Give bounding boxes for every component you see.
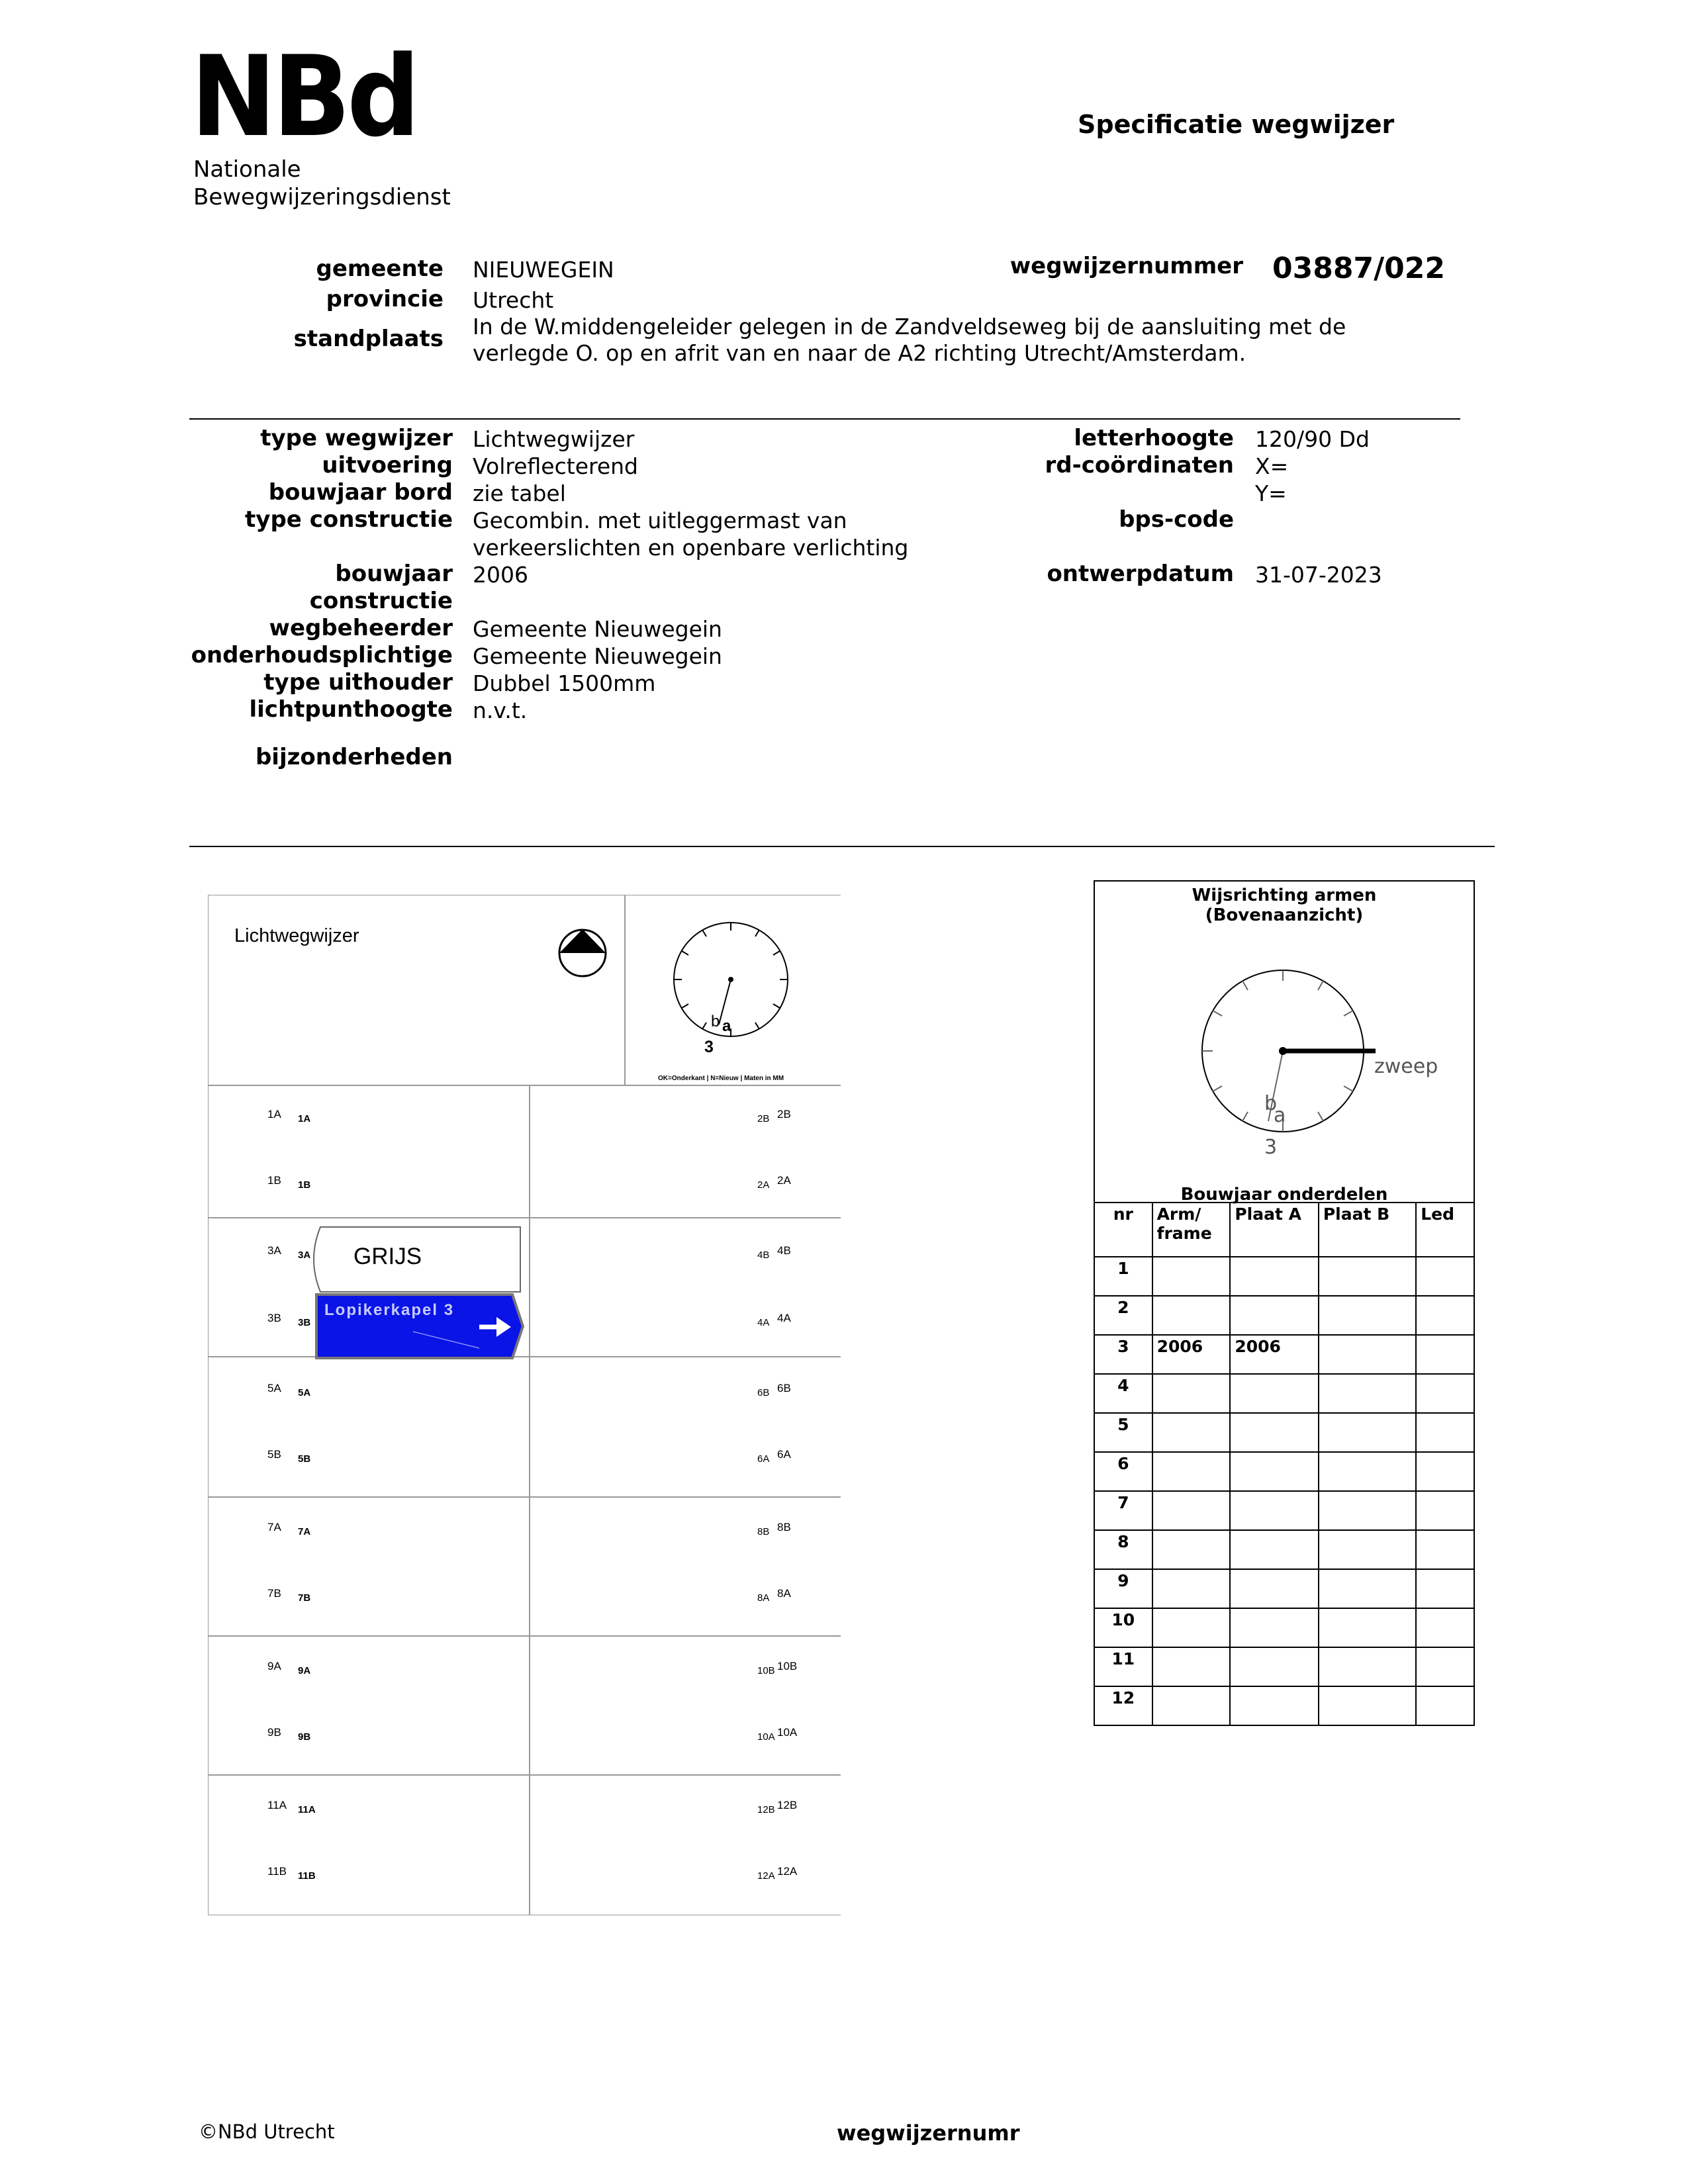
arms-a: a: [1274, 1104, 1286, 1127]
table-cell: 12: [1094, 1686, 1152, 1725]
table-cell: [1319, 1335, 1416, 1374]
table-row: [1094, 1452, 1474, 1491]
table-cell: [1416, 1296, 1474, 1335]
logo-line-2: Bewegwijzeringsdienst: [193, 184, 451, 210]
spec-left-label: constructie: [309, 588, 453, 614]
arms-title-line-1: Wijsrichting armen: [1192, 886, 1377, 905]
table-cell: [1230, 1608, 1319, 1647]
bouwjaar-header-cell: nr: [1094, 1203, 1152, 1257]
table-cell: [1416, 1374, 1474, 1413]
position-label-right: 2B: [777, 1108, 791, 1120]
table-cell: [1319, 1569, 1416, 1608]
sign-grey-text: GRIJS: [353, 1244, 422, 1269]
arms-title-line-2: (Bovenaanzicht): [1205, 905, 1364, 925]
table-cell: [1416, 1452, 1474, 1491]
table-cell: 1: [1094, 1257, 1152, 1296]
spec-left-value: Gemeente Nieuwegein: [473, 643, 722, 669]
position-label-left: 9A: [267, 1660, 281, 1672]
arms-3: 3: [1264, 1136, 1278, 1159]
spec-right-label: rd-coördinaten: [1045, 452, 1234, 478]
table-cell: [1416, 1608, 1474, 1647]
spec-left-label: bouwjaar: [335, 561, 453, 587]
divider-top: [189, 418, 1460, 420]
table-cell: [1230, 1491, 1319, 1530]
position-label-left-small: 5A: [298, 1387, 311, 1398]
position-label-right-small: 4B: [757, 1250, 770, 1261]
table-cell: [1152, 1374, 1231, 1413]
position-label-right-small: 6B: [757, 1387, 770, 1398]
divider-bottom: [189, 846, 1495, 847]
spec-right-label: letterhoogte: [1074, 425, 1234, 451]
table-cell: [1152, 1296, 1231, 1335]
spec-left-label: type uithouder: [263, 669, 453, 696]
bouwjaar-header-cell: Arm/ frame: [1152, 1203, 1231, 1257]
position-label-left-small: 11B: [298, 1870, 316, 1882]
table-cell: 7: [1094, 1491, 1152, 1530]
spec-left-value: Gecombin. met uitleggermast van: [473, 508, 847, 533]
position-label-right: 8B: [777, 1521, 791, 1533]
table-cell: [1152, 1452, 1231, 1491]
table-cell: [1319, 1647, 1416, 1686]
drawing-legend: OK=Onderkant | N=Nieuw | Maten in MM: [658, 1075, 784, 1082]
table-cell: 5: [1094, 1413, 1152, 1452]
table-cell: 9: [1094, 1569, 1152, 1608]
table-row: [1094, 1647, 1474, 1686]
spec-right-label: ontwerpdatum: [1047, 561, 1234, 587]
spec-left-value: zie tabel: [473, 480, 566, 506]
table-cell: [1152, 1413, 1231, 1452]
table-row: [1094, 1257, 1474, 1296]
arms-b: b: [1264, 1092, 1278, 1115]
table-cell: [1319, 1296, 1416, 1335]
spec-left-label: type constructie: [245, 506, 453, 533]
table-cell: [1230, 1452, 1319, 1491]
position-label-right: 4A: [777, 1312, 791, 1324]
position-label-right-small: 8A: [757, 1592, 770, 1604]
spec-left-label: bouwjaar bord: [268, 479, 453, 506]
table-row: [1094, 1296, 1474, 1335]
gemeente-label: gemeente: [316, 255, 444, 282]
bouwjaar-title: Bouwjaar onderdelen: [1180, 1185, 1388, 1205]
nbd-logo: NBd: [191, 32, 417, 161]
table-cell: [1416, 1257, 1474, 1296]
table-cell: [1416, 1335, 1474, 1374]
spec-left-value: 2006: [473, 562, 528, 588]
position-label-left: 5B: [267, 1448, 281, 1461]
spec-left-value: Gemeente Nieuwegein: [473, 616, 722, 642]
provincie-label: provincie: [326, 286, 444, 312]
table-row: [1094, 1491, 1474, 1530]
table-row: [1094, 1335, 1474, 1374]
position-label-left-small: 7B: [298, 1592, 311, 1604]
small-clock-b: b: [711, 1013, 720, 1030]
position-label-left-small: 3B: [298, 1317, 311, 1328]
position-label-right-small: 4A: [757, 1317, 770, 1328]
position-label-right: 2A: [777, 1174, 791, 1187]
bouwjaar-header-row: [1094, 1203, 1474, 1257]
table-cell: 4: [1094, 1374, 1152, 1413]
spec-left-value: n.v.t.: [473, 698, 528, 723]
position-label-left: 11A: [267, 1799, 287, 1811]
position-label-right-small: 10B: [757, 1665, 775, 1676]
position-label-right-small: 2A: [757, 1179, 770, 1191]
table-cell: [1230, 1413, 1319, 1452]
position-label-left: 1A: [267, 1108, 281, 1120]
position-label-right-small: 12B: [757, 1804, 775, 1815]
position-label-left-small: 1B: [298, 1179, 311, 1191]
table-cell: 2: [1094, 1296, 1152, 1335]
bouwjaar-header-cell: Led: [1416, 1203, 1474, 1257]
position-label-right: 8A: [777, 1587, 791, 1600]
position-label-right: 12B: [777, 1799, 798, 1811]
table-row: [1094, 1530, 1474, 1569]
table-cell: [1319, 1413, 1416, 1452]
position-label-right-small: 10A: [757, 1731, 775, 1743]
logo-line-1: Nationale: [193, 156, 301, 183]
table-row: [1094, 1413, 1474, 1452]
document-title: Specificatie wegwijzer: [1078, 110, 1395, 139]
table-cell: [1319, 1491, 1416, 1530]
position-label-left: 3B: [267, 1312, 281, 1324]
provincie-value: Utrecht: [473, 287, 554, 313]
position-label-right: 12A: [777, 1865, 798, 1878]
arms-box: [1094, 880, 1475, 1203]
table-cell: [1416, 1686, 1474, 1725]
table-cell: [1152, 1491, 1231, 1530]
north-label: N: [575, 954, 586, 970]
table-cell: [1230, 1686, 1319, 1725]
table-cell: [1319, 1608, 1416, 1647]
bouwjaar-table: [1094, 1202, 1475, 1726]
position-label-left: 11B: [267, 1865, 287, 1878]
position-label-right-small: 6A: [757, 1453, 770, 1465]
table-cell: [1230, 1374, 1319, 1413]
table-cell: [1416, 1530, 1474, 1569]
wegwijzernummer-value: 03887/022: [1272, 251, 1445, 285]
table-cell: [1230, 1569, 1319, 1608]
table-cell: [1230, 1296, 1319, 1335]
position-label-right-small: 2B: [757, 1113, 770, 1124]
position-label-left: 9B: [267, 1726, 281, 1739]
position-label-left-small: 9B: [298, 1731, 311, 1743]
position-label-left: 5A: [267, 1382, 281, 1394]
table-cell: [1152, 1686, 1231, 1725]
position-label-left-small: 11A: [298, 1804, 316, 1815]
table-cell: [1319, 1257, 1416, 1296]
position-label-left-small: 5B: [298, 1453, 311, 1465]
table-row: [1094, 1608, 1474, 1647]
spec-left-label: lichtpunthoogte: [249, 696, 453, 723]
position-label-left-small: 1A: [298, 1113, 311, 1124]
position-label-right: 10A: [777, 1726, 798, 1739]
position-label-left: 3A: [267, 1244, 281, 1257]
standplaats-label: standplaats: [293, 326, 444, 352]
table-cell: [1319, 1686, 1416, 1725]
table-cell: [1230, 1647, 1319, 1686]
spec-left-label: uitvoering: [322, 452, 453, 478]
sign-drawing: [208, 895, 841, 1915]
drawing-title: Lichtwegwijzer: [234, 925, 359, 946]
bijzonderheden-label: bijzonderheden: [255, 744, 453, 770]
position-label-left-small: 9A: [298, 1665, 311, 1676]
position-label-right: 4B: [777, 1244, 791, 1257]
table-cell: [1152, 1647, 1231, 1686]
table-cell: [1230, 1530, 1319, 1569]
table-cell: 2006: [1230, 1335, 1319, 1374]
table-row: [1094, 1374, 1474, 1413]
spec-left-value: Volreflecterend: [473, 453, 638, 479]
position-label-left: 7A: [267, 1521, 281, 1533]
bouwjaar-header-cell: Plaat B: [1319, 1203, 1416, 1257]
sign-drawing-svg: [208, 895, 841, 1915]
position-label-right: 10B: [777, 1660, 798, 1672]
position-label-right: 6B: [777, 1382, 791, 1394]
arms-clock-icon: [1095, 882, 1474, 1202]
footer-center: wegwijzernumr: [837, 2120, 1020, 2146]
table-cell: [1416, 1413, 1474, 1452]
spec-right-value: 31-07-2023: [1255, 562, 1382, 588]
position-label-right-small: 8B: [757, 1526, 770, 1537]
spec-left-label: onderhoudsplichtige: [191, 642, 453, 668]
spec-left-label: wegbeheerder: [269, 615, 453, 641]
table-row: [1094, 1686, 1474, 1725]
table-cell: [1230, 1257, 1319, 1296]
footer-copyright: ©NBd Utrecht: [199, 2120, 335, 2143]
spec-right-value: X=: [1255, 453, 1289, 479]
position-label-right-small: 12A: [757, 1870, 775, 1882]
table-cell: [1152, 1530, 1231, 1569]
table-cell: [1416, 1569, 1474, 1608]
table-row: [1094, 1569, 1474, 1608]
spec-left-label: type wegwijzer: [260, 425, 453, 451]
table-cell: [1319, 1374, 1416, 1413]
arms-zweep: zweep: [1374, 1055, 1438, 1078]
bouwjaar-body: [1094, 1257, 1474, 1725]
table-cell: 8: [1094, 1530, 1152, 1569]
table-cell: 6: [1094, 1452, 1152, 1491]
bouwjaar-header-cell: Plaat A: [1230, 1203, 1319, 1257]
spec-left-value: Lichtwegwijzer: [473, 426, 635, 452]
position-label-left-small: 7A: [298, 1526, 311, 1537]
standplaats-line-1: In de W.middengeleider gelegen in de Zandveldseweg bij de aansluiting met de: [473, 314, 1346, 340]
standplaats-line-2: verlegde O. op en afrit van en naar de A2 richting Utrecht/Amsterdam.: [473, 340, 1246, 366]
small-clock-3: 3: [704, 1038, 714, 1056]
position-label-left: 7B: [267, 1587, 281, 1600]
table-cell: [1152, 1608, 1231, 1647]
table-cell: [1152, 1257, 1231, 1296]
spec-left-value: verkeerslichten en openbare verlichting: [473, 535, 909, 561]
spec-left-value: Dubbel 1500mm: [473, 670, 656, 696]
table-cell: 2006: [1152, 1335, 1231, 1374]
position-label-left: 1B: [267, 1174, 281, 1187]
table-cell: [1152, 1569, 1231, 1608]
small-clock-a: a: [722, 1017, 731, 1035]
table-cell: [1416, 1491, 1474, 1530]
spec-right-value: Y=: [1255, 480, 1287, 506]
spec-right-value: 120/90 Dd: [1255, 426, 1370, 452]
wegwijzernummer-label: wegwijzernummer: [1009, 253, 1243, 279]
position-label-left-small: 3A: [298, 1250, 311, 1261]
gemeente-value: NIEUWEGEIN: [473, 257, 614, 283]
table-cell: 3: [1094, 1335, 1152, 1374]
table-cell: [1319, 1452, 1416, 1491]
position-label-right: 6A: [777, 1448, 791, 1461]
table-cell: 11: [1094, 1647, 1152, 1686]
sign-blue-text: Lopikerkapel 3: [324, 1301, 455, 1319]
spec-right-label: bps-code: [1119, 506, 1234, 533]
table-cell: [1416, 1647, 1474, 1686]
table-cell: [1319, 1530, 1416, 1569]
table-cell: 10: [1094, 1608, 1152, 1647]
